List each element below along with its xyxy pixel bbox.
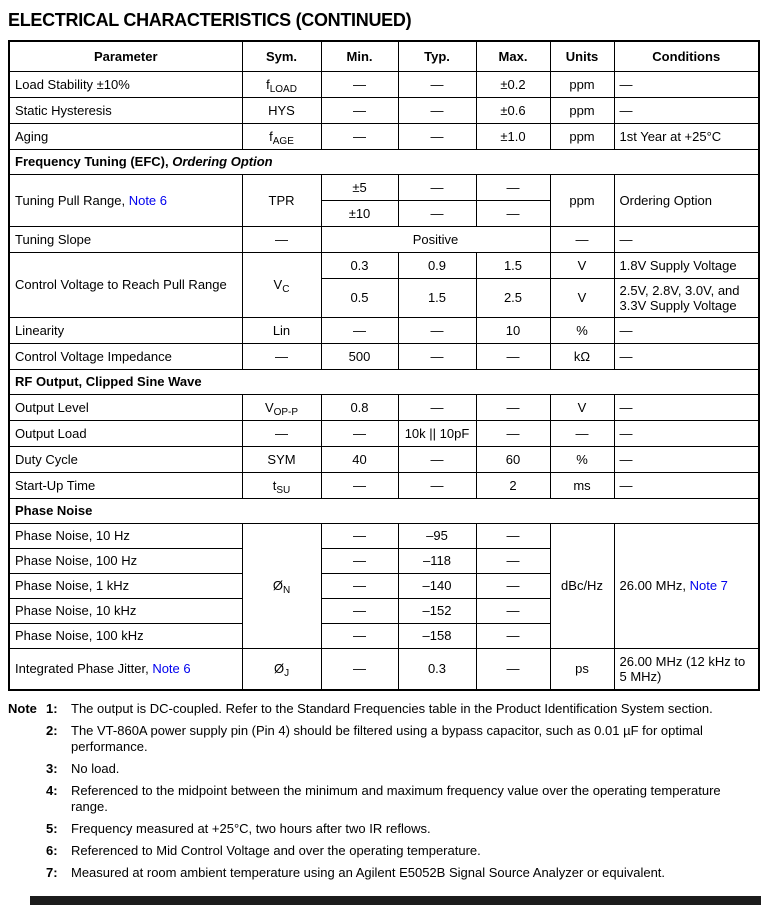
sym-cell: $V_C$ <box>242 252 321 317</box>
min-cell: — <box>321 623 398 648</box>
table-row-tuning-pull-range-1 <box>9 174 759 200</box>
min-cell: — <box>321 598 398 623</box>
param-cell: Phase Noise, 10 kHz <box>9 598 242 623</box>
note-text: Referenced to the midpoint between the minimum and maximum frequency value over the operating temperature range. <box>71 783 721 814</box>
header-conditions: Conditions <box>614 41 759 71</box>
sym-cell: TPR <box>242 174 321 226</box>
max-cell: — <box>476 648 550 690</box>
note-6-link[interactable]: Note 6 <box>128 192 168 208</box>
units-cell: dBc/Hz <box>550 523 614 648</box>
note-item-6 <box>8 843 758 859</box>
page-title: ELECTRICAL CHARACTERISTICS (CONTINUED) <box>8 10 412 30</box>
section-row-frequency-tuning <box>9 149 759 174</box>
min-cell: 0.3 <box>321 252 398 278</box>
section-label: Frequency Tuning (EFC), Ordering Option <box>9 149 759 174</box>
section-label: RF Output, Clipped Sine Wave <box>9 369 759 394</box>
conditions-cell: — <box>614 472 759 498</box>
conditions-cell: 1.8V Supply Voltage <box>614 252 759 278</box>
typ-cell: — <box>398 174 476 200</box>
note-text: Measured at room ambient temperature using an Agilent E5052B Signal Source Analyzer or equivalent. <box>71 865 666 880</box>
note-text: Referenced to Mid Control Voltage and over the operating temperature. <box>71 843 481 858</box>
max-cell: 10 <box>476 317 550 343</box>
min-typ-max-cell: Positive <box>321 226 550 252</box>
max-cell: ±0.6 <box>476 97 550 123</box>
min-cell: 0.5 <box>321 278 398 317</box>
electrical-characteristics-table <box>8 40 760 691</box>
note-number: 5: <box>46 821 58 836</box>
typ-cell: — <box>398 394 476 420</box>
max-cell: — <box>476 420 550 446</box>
param-cell: Duty Cycle <box>9 446 242 472</box>
table-row-aging <box>9 123 759 149</box>
header-max: Max. <box>476 41 550 71</box>
table-row-phase-noise-10hz <box>9 523 759 548</box>
conditions-cell: 1st Year at +25°C <box>614 123 759 149</box>
param-cell: Integrated Phase Jitter, Note 6 <box>9 648 242 690</box>
units-cell: V <box>550 394 614 420</box>
param-cell: Output Level <box>9 394 242 420</box>
note-label-spacer <box>8 723 46 755</box>
table-row-output-load <box>9 420 759 446</box>
min-cell: — <box>321 317 398 343</box>
min-cell: 500 <box>321 343 398 369</box>
conditions-cell: — <box>614 71 759 97</box>
typ-cell: 10k || 10pF <box>398 420 476 446</box>
table-row-control-voltage-1 <box>9 252 759 278</box>
param-cell: Aging <box>9 123 242 149</box>
max-cell: 2 <box>476 472 550 498</box>
table-row-output-level <box>9 394 759 420</box>
units-cell: ppm <box>550 123 614 149</box>
sym-cell: Lin <box>242 317 321 343</box>
note-label-spacer <box>8 821 46 837</box>
min-cell: — <box>321 573 398 598</box>
sym-cell: $Ø_N$ <box>242 523 321 648</box>
sym-cell: $t_{SU}$ <box>242 472 321 498</box>
page-edge-bar <box>30 896 761 905</box>
sym-cell: — <box>242 226 321 252</box>
note-number: 1: <box>46 701 58 716</box>
note-item-7 <box>8 865 758 881</box>
max-cell: 1.5 <box>476 252 550 278</box>
min-cell: — <box>321 548 398 573</box>
note-label-spacer <box>8 865 46 881</box>
note-label-spacer <box>8 783 46 815</box>
header-sym: Sym. <box>242 41 321 71</box>
sym-cell: SYM <box>242 446 321 472</box>
note-item-4 <box>8 783 758 815</box>
param-cell: Static Hysteresis <box>9 97 242 123</box>
param-cell: Control Voltage Impedance <box>9 343 242 369</box>
note-number: 6: <box>46 843 58 858</box>
table-row-static-hysteresis <box>9 97 759 123</box>
note-text: Frequency measured at +25°C, two hours after two IR reflows. <box>71 821 431 836</box>
note-item-1 <box>8 701 758 717</box>
typ-cell: –118 <box>398 548 476 573</box>
max-cell: — <box>476 523 550 548</box>
header-typ: Typ. <box>398 41 476 71</box>
typ-cell: — <box>398 317 476 343</box>
sym-cell: — <box>242 343 321 369</box>
max-cell: — <box>476 343 550 369</box>
header-units: Units <box>550 41 614 71</box>
table-row-startup-time <box>9 472 759 498</box>
param-cell: Output Load <box>9 420 242 446</box>
note-number: 3: <box>46 761 58 776</box>
note-item-2 <box>8 723 758 755</box>
section-row-rf-output <box>9 369 759 394</box>
units-cell: V <box>550 278 614 317</box>
conditions-cell: — <box>614 97 759 123</box>
note-item-5 <box>8 821 758 837</box>
typ-cell: –158 <box>398 623 476 648</box>
conditions-cell: 26.00 MHz, Note 7 <box>614 523 759 648</box>
max-cell: — <box>476 394 550 420</box>
max-cell: — <box>476 174 550 200</box>
typ-cell: 1.5 <box>398 278 476 317</box>
max-cell: 60 <box>476 446 550 472</box>
param-cell: Phase Noise, 100 kHz <box>9 623 242 648</box>
conditions-cell: — <box>614 394 759 420</box>
units-cell: — <box>550 420 614 446</box>
table-row-tuning-slope <box>9 226 759 252</box>
units-cell: % <box>550 446 614 472</box>
min-cell: — <box>321 523 398 548</box>
typ-cell: –152 <box>398 598 476 623</box>
max-cell: — <box>476 623 550 648</box>
sym-cell: HYS <box>242 97 321 123</box>
typ-cell: — <box>398 123 476 149</box>
header-min: Min. <box>321 41 398 71</box>
typ-cell: –140 <box>398 573 476 598</box>
param-cell: Phase Noise, 1 kHz <box>9 573 242 598</box>
typ-cell: 0.3 <box>398 648 476 690</box>
note-text: No load. <box>71 761 120 776</box>
note-6-link[interactable]: Note 6 <box>152 661 191 677</box>
typ-cell: –95 <box>398 523 476 548</box>
table-row-load-stability <box>9 71 759 97</box>
units-cell: — <box>550 226 614 252</box>
sym-cell: $V_{OP-P}$ <box>242 394 321 420</box>
min-cell: — <box>321 123 398 149</box>
typ-cell: — <box>398 343 476 369</box>
units-cell: ms <box>550 472 614 498</box>
note-7-link[interactable]: Note 7 <box>689 578 728 593</box>
units-cell: ppm <box>550 97 614 123</box>
sym-cell: $Ø_J$ <box>242 648 321 690</box>
note-number: 2: <box>46 723 58 738</box>
table-row-duty-cycle <box>9 446 759 472</box>
note-text: The VT-860A power supply pin (Pin 4) should be filtered using a bypass capacitor, such as 0.01 µF for optimal performance. <box>71 723 703 754</box>
conditions-cell: — <box>614 420 759 446</box>
conditions-cell: — <box>614 317 759 343</box>
min-cell: 0.8 <box>321 394 398 420</box>
notes-section <box>8 701 758 881</box>
typ-cell: — <box>398 71 476 97</box>
note-number: 7: <box>46 865 58 880</box>
sym-cell: — <box>242 420 321 446</box>
conditions-cell: — <box>614 226 759 252</box>
section-row-phase-noise <box>9 498 759 523</box>
param-cell: Control Voltage to Reach Pull Range <box>9 252 242 317</box>
param-cell: Tuning Pull Range, Note 6 <box>9 174 242 226</box>
conditions-cell: — <box>614 343 759 369</box>
table-header-row <box>9 41 759 71</box>
min-cell: — <box>321 420 398 446</box>
conditions-cell: — <box>614 446 759 472</box>
max-cell: 2.5 <box>476 278 550 317</box>
param-cell: Tuning Slope <box>9 226 242 252</box>
max-cell: ±0.2 <box>476 71 550 97</box>
note-label-spacer <box>8 761 46 777</box>
param-cell: Phase Noise, 10 Hz <box>9 523 242 548</box>
param-cell: Start-Up Time <box>9 472 242 498</box>
section-label: Phase Noise <box>9 498 759 523</box>
max-cell: — <box>476 573 550 598</box>
note-number: 4: <box>46 783 58 798</box>
units-cell: % <box>550 317 614 343</box>
typ-cell: — <box>398 200 476 226</box>
conditions-cell: 2.5V, 2.8V, 3.0V, and 3.3V Supply Voltage <box>614 278 759 317</box>
max-cell: — <box>476 548 550 573</box>
param-cell: Phase Noise, 100 Hz <box>9 548 242 573</box>
table-row-linearity <box>9 317 759 343</box>
sym-cell: $f_{LOAD}$ <box>242 71 321 97</box>
header-parameter: Parameter <box>9 41 242 71</box>
units-cell: ppm <box>550 71 614 97</box>
typ-cell: — <box>398 446 476 472</box>
note-item-3 <box>8 761 758 777</box>
units-cell: ppm <box>550 174 614 226</box>
units-cell: V <box>550 252 614 278</box>
min-cell: ±5 <box>321 174 398 200</box>
conditions-cell: Ordering Option <box>614 174 759 226</box>
conditions-cell: 26.00 MHz (12 kHz to 5 MHz) <box>614 648 759 690</box>
min-cell: — <box>321 648 398 690</box>
min-cell: 40 <box>321 446 398 472</box>
typ-cell: 0.9 <box>398 252 476 278</box>
min-cell: — <box>321 97 398 123</box>
note-label-spacer <box>8 843 46 859</box>
units-cell: ps <box>550 648 614 690</box>
units-cell: kΩ <box>550 343 614 369</box>
max-cell: — <box>476 200 550 226</box>
typ-cell: — <box>398 97 476 123</box>
param-cell: Linearity <box>9 317 242 343</box>
min-cell: ±10 <box>321 200 398 226</box>
note-label: Note <box>8 701 37 716</box>
note-text: The output is DC-coupled. Refer to the Standard Frequencies table in the Product Identification System section. <box>71 701 713 716</box>
min-cell: — <box>321 472 398 498</box>
sym-cell: $f_{AGE}$ <box>242 123 321 149</box>
min-cell: — <box>321 71 398 97</box>
table-row-cv-impedance <box>9 343 759 369</box>
max-cell: ±1.0 <box>476 123 550 149</box>
max-cell: — <box>476 598 550 623</box>
param-cell: Load Stability ±10% <box>9 71 242 97</box>
typ-cell: — <box>398 472 476 498</box>
table-row-phase-jitter <box>9 648 759 690</box>
